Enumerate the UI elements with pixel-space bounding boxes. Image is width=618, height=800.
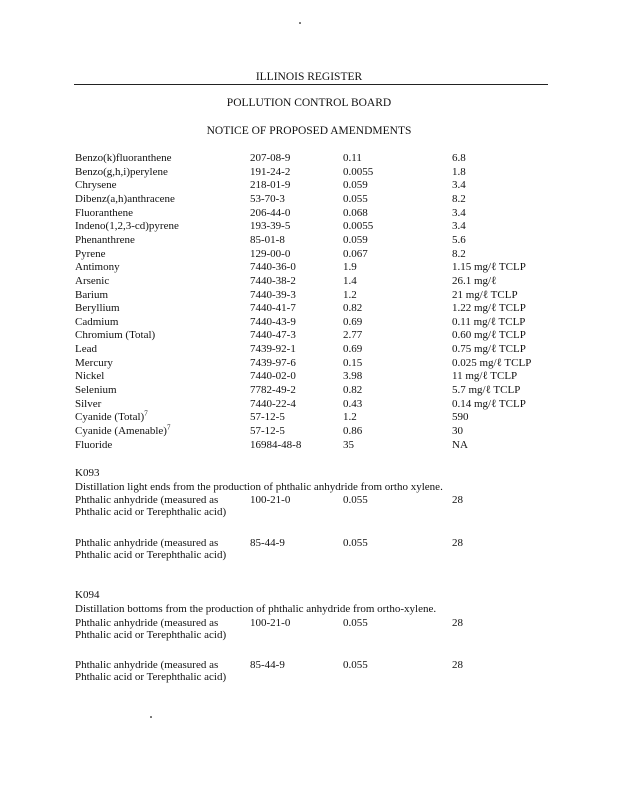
scan-speck [299, 22, 301, 24]
table-row [0, 329, 618, 341]
wastewater-standard: 0.86 [343, 425, 363, 437]
constituent-name: Fluoride [75, 438, 113, 451]
table-row [0, 234, 618, 246]
cas-number: 7440-47-3 [250, 329, 296, 342]
nonwastewater-standard: 6.8 [452, 152, 466, 164]
constituent-name: Barium [75, 288, 108, 301]
wastewater-standard: 1.2 [343, 411, 357, 424]
nonwastewater-standard: 28 [452, 494, 463, 506]
constituent-name: Arsenic [75, 274, 110, 287]
cas-number: 7439-92-1 [250, 343, 296, 356]
table-row [0, 398, 618, 410]
table-row [0, 439, 618, 451]
wastewater-standard: 0.82 [343, 302, 363, 315]
cas-number: 100-21-0 [250, 617, 291, 629]
table-row [0, 494, 618, 519]
wastewater-standard: 0.11 [343, 152, 362, 164]
constituent-name: Phthalic anhydride (measured as Phthalic acid or Terephthalic acid) [75, 494, 227, 519]
cas-number: 7440-41-7 [250, 302, 296, 315]
k093-description: Distillation light ends from the production of phthalic anhydride from ortho xylene. [75, 481, 443, 493]
wastewater-standard: 0.059 [343, 233, 368, 246]
nonwastewater-standard: NA [452, 438, 468, 451]
constituent-name: Lead [75, 343, 97, 356]
table-row [0, 166, 618, 178]
wastewater-standard: 0.0055 [343, 165, 374, 178]
cas-number: 16984-48-8 [250, 438, 302, 451]
cas-number: 207-08-9 [250, 152, 291, 164]
cas-number: 85-44-9 [250, 659, 285, 671]
constituent-name: Benzo(k)fluoranthene [75, 152, 172, 164]
cas-number: 57-12-5 [250, 425, 285, 437]
table-row [0, 384, 618, 396]
table-row [0, 659, 618, 684]
wastewater-standard: 1.2 [343, 288, 357, 301]
nonwastewater-standard: 3.4 [452, 179, 466, 192]
wastewater-standard: 0.059 [343, 179, 368, 192]
wastewater-standard: 35 [343, 438, 354, 451]
cas-number: 53-70-3 [250, 192, 285, 205]
board-title: POLLUTION CONTROL BOARD [226, 97, 392, 109]
nonwastewater-standard: 0.75 mg/ℓ TCLP [452, 343, 526, 356]
constituent-name: Phthalic anhydride (measured as Phthalic acid or Terephthalic acid) [75, 659, 227, 684]
nonwastewater-standard: 3.4 [452, 220, 466, 233]
footnote-marker: 7 [166, 423, 171, 432]
wastewater-standard: 0.055 [343, 537, 368, 549]
cas-number: 7440-36-0 [250, 261, 296, 274]
cas-number: 7440-02-0 [250, 370, 296, 383]
wastewater-standard: 0.055 [343, 617, 368, 629]
constituent-name: Cadmium [75, 315, 119, 328]
notice-title: NOTICE OF PROPOSED AMENDMENTS [206, 125, 412, 137]
table-row [0, 152, 618, 164]
table-row [0, 220, 618, 232]
cas-number: 57-12-5 [250, 411, 285, 424]
table-row [0, 302, 618, 314]
wastewater-standard: 0.43 [343, 397, 363, 410]
constituent-name: Phthalic anhydride (measured as Phthalic acid or Terephthalic acid) [75, 617, 227, 642]
cas-number: 7439-97-6 [250, 356, 296, 369]
nonwastewater-standard: 1.8 [452, 165, 466, 178]
wastewater-standard: 3.98 [343, 370, 363, 383]
nonwastewater-standard: 0.14 mg/ℓ TCLP [452, 397, 526, 410]
nonwastewater-standard: 1.15 mg/ℓ TCLP [452, 261, 526, 274]
cas-number: 7440-38-2 [250, 274, 296, 287]
wastewater-standard: 0.055 [343, 494, 368, 506]
cas-number: 7440-43-9 [250, 315, 296, 328]
nonwastewater-standard: 28 [452, 659, 463, 671]
nonwastewater-standard: 8.2 [452, 247, 466, 260]
nonwastewater-standard: 5.6 [452, 233, 466, 246]
constituent-name: Fluoranthene [75, 206, 134, 219]
table-row [0, 316, 618, 328]
constituent-name: Indeno(1,2,3-cd)pyrene [75, 220, 179, 233]
cas-number: 206-44-0 [250, 206, 291, 219]
constituent-name: Benzo(g,h,i)perylene [75, 165, 168, 178]
wastewater-standard: 0.82 [343, 384, 363, 397]
wastewater-standard: 0.69 [343, 343, 363, 356]
wastewater-standard: 0.055 [343, 192, 368, 205]
nonwastewater-standard: 28 [452, 537, 463, 549]
wastewater-standard: 2.77 [343, 329, 363, 342]
constituent-cell [75, 411, 148, 423]
nonwastewater-standard: 5.7 mg/ℓ TCLP [452, 384, 521, 397]
cas-number: 7440-22-4 [250, 397, 296, 410]
table-row [0, 617, 618, 642]
nonwastewater-standard: 8.2 [452, 192, 466, 205]
constituent-name: Phthalic anhydride (measured as Phthalic acid or Terephthalic acid) [75, 537, 227, 562]
constituent-name: Phenanthrene [75, 233, 135, 246]
footnote-marker: 7 [144, 409, 148, 418]
nonwastewater-standard: 0.60 mg/ℓ TCLP [452, 329, 526, 342]
table-row [0, 411, 618, 423]
constituent-name: Mercury [75, 356, 113, 369]
nonwastewater-standard: 21 mg/ℓ TCLP [452, 288, 518, 301]
nonwastewater-standard: 28 [452, 617, 463, 629]
table-row [0, 343, 618, 355]
cas-number: 193-39-5 [250, 220, 291, 233]
constituent-name: Antimony [75, 261, 120, 274]
wastewater-standard: 0.69 [343, 315, 363, 328]
nonwastewater-standard: 26.1 mg/ℓ [452, 274, 497, 287]
constituent-name: Selenium [75, 384, 117, 397]
nonwastewater-standard: 3.4 [452, 206, 466, 219]
nonwastewater-standard: 11 mg/ℓ TCLP [452, 370, 518, 383]
table-row [0, 179, 618, 191]
wastewater-standard: 0.055 [343, 659, 368, 671]
table-row [0, 275, 618, 287]
scan-speck [150, 716, 152, 718]
cas-number: 218-01-9 [250, 179, 291, 192]
constituent-name: Nickel [75, 370, 105, 383]
table-row [0, 248, 618, 260]
cas-number: 85-44-9 [250, 537, 285, 549]
wastewater-standard: 1.9 [343, 261, 357, 274]
constituent-name: Pyrene [75, 247, 106, 260]
nonwastewater-standard: 0.025 mg/ℓ TCLP [452, 356, 532, 369]
wastewater-standard: 0.067 [343, 247, 368, 260]
cas-number: 7440-39-3 [250, 288, 296, 301]
wastewater-standard: 1.4 [343, 274, 357, 287]
constituent-name: Chrysene [75, 179, 117, 192]
nonwastewater-standard: 0.11 mg/ℓ TCLP [452, 315, 526, 328]
cas-number: 85-01-8 [250, 233, 285, 246]
cas-number: 191-24-2 [250, 165, 291, 178]
table-row [0, 289, 618, 301]
table-row [0, 370, 618, 382]
constituent-name: Chromium (Total) [75, 329, 156, 342]
header-rule [74, 84, 548, 85]
wastewater-standard: 0.15 [343, 356, 363, 369]
k094-description: Distillation bottoms from the production of phthalic anhydride from ortho-xylene. [75, 603, 437, 615]
constituent-cell [75, 425, 170, 437]
wastewater-standard: 0.0055 [343, 220, 374, 233]
constituent-name: Cyanide (Amenable) [75, 425, 167, 437]
constituent-name: Beryllium [75, 302, 120, 315]
table-row [0, 537, 618, 562]
constituent-name: Silver [75, 397, 102, 410]
nonwastewater-standard: 30 [452, 425, 463, 437]
table-row [0, 193, 618, 205]
table-row [0, 207, 618, 219]
cas-number: 7782-49-2 [250, 384, 296, 397]
constituent-name: Dibenz(a,h)anthracene [75, 192, 175, 205]
table-row [0, 425, 618, 437]
nonwastewater-standard: 590 [452, 411, 469, 424]
cas-number: 100-21-0 [250, 494, 291, 506]
constituent-name: Cyanide (Total) [75, 411, 145, 424]
nonwastewater-standard: 1.22 mg/ℓ TCLP [452, 302, 526, 315]
wastewater-standard: 0.068 [343, 206, 368, 219]
table-row [0, 261, 618, 273]
cas-number: 129-00-0 [250, 247, 291, 260]
k093-code: K093 [75, 467, 100, 479]
table-row [0, 357, 618, 369]
k094-code: K094 [75, 589, 100, 601]
register-title: ILLINOIS REGISTER [255, 71, 363, 83]
